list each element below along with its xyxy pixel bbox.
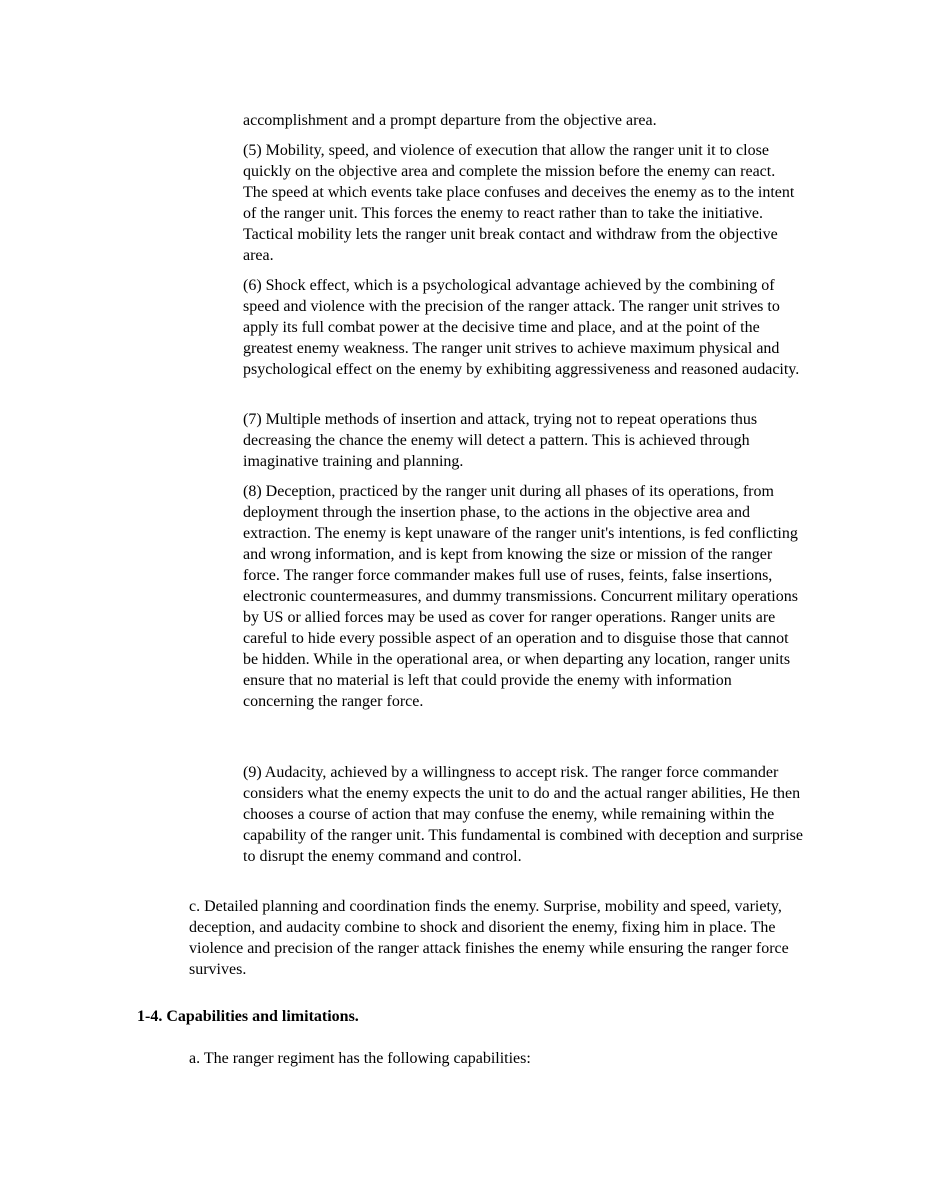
paragraph-item-6-shock-effect: (6) Shock effect, which is a psychological advantage achieved by the combining of speed and violence with the precision of the ranger attack. The ranger unit strives to apply its full combat power at the decisive time and place, and at the point of the greatest enemy weakness. The ranger unit strives to achieve maximum physical and psychological effect on the enemy by exhibiting aggressiveness and reasoned audacity. [243, 277, 800, 378]
paragraph-c-detailed-planning: c. Detailed planning and coordination finds the enemy. Surprise, mobility and speed, variety, deception, and audacity combine to shock and disorient the enemy, fixing him in place. The violence and precision of the ranger attack finishes the enemy while ensuring the ranger force survives. [189, 898, 789, 978]
paragraph-item-7-multiple-methods: (7) Multiple methods of insertion and attack, trying not to repeat operations thus decreasing the chance the enemy will detect a pattern. This is achieved through imaginative training and planning. [243, 411, 758, 470]
paragraph-item-5-mobility: (5) Mobility, speed, and violence of execution that allow the ranger unit it to close quickly on the objective area and complete the mission before the enemy can react. The speed at which events take place confuses and deceives the enemy as to the intent of the ranger unit. This forces the enemy to react rather than to take the initiative. Tactical mobility lets the ranger unit break contact and withdraw from the objective area. [243, 142, 795, 264]
paragraph-item-9-audacity: (9) Audacity, achieved by a willingness to accept risk. The ranger force commander considers what the enemy expects the unit to do and the actual ranger abilities, He then chooses a course of action that may confuse the enemy, while remaining within the capability of the ranger unit. This fundamental is combined with deception and surprise to disrupt the enemy command and control. [243, 764, 803, 865]
section-intro: a. The ranger regiment has the following capabilities: [189, 1050, 531, 1067]
paragraph-continuation: accomplishment and a prompt departure from the objective area. [243, 112, 657, 129]
paragraph-item-8-deception: (8) Deception, practiced by the ranger unit during all phases of its operations, from deployment through the insertion phase, to the actions in the objective area and extraction. The enemy is kept unaware of the ranger unit's intentions, is fed conflicting and wrong information, and is kept from knowing the size or mission of the ranger force. The ranger force commander makes full use of ruses, feints, false insertions, electronic countermeasures, and dummy transmissions. Concurrent military operations by US or allied forces may be used as cover for ranger operations. Ranger units are careful to hide every possible aspect of an operation and to disguise those that cannot be hidden. While in the operational area, or when departing any location, ranger units ensure that no material is left that could provide the enemy with information concerning the ranger force. [243, 483, 798, 710]
section-heading: 1-4. Capabilities and limitations. [137, 1008, 359, 1025]
